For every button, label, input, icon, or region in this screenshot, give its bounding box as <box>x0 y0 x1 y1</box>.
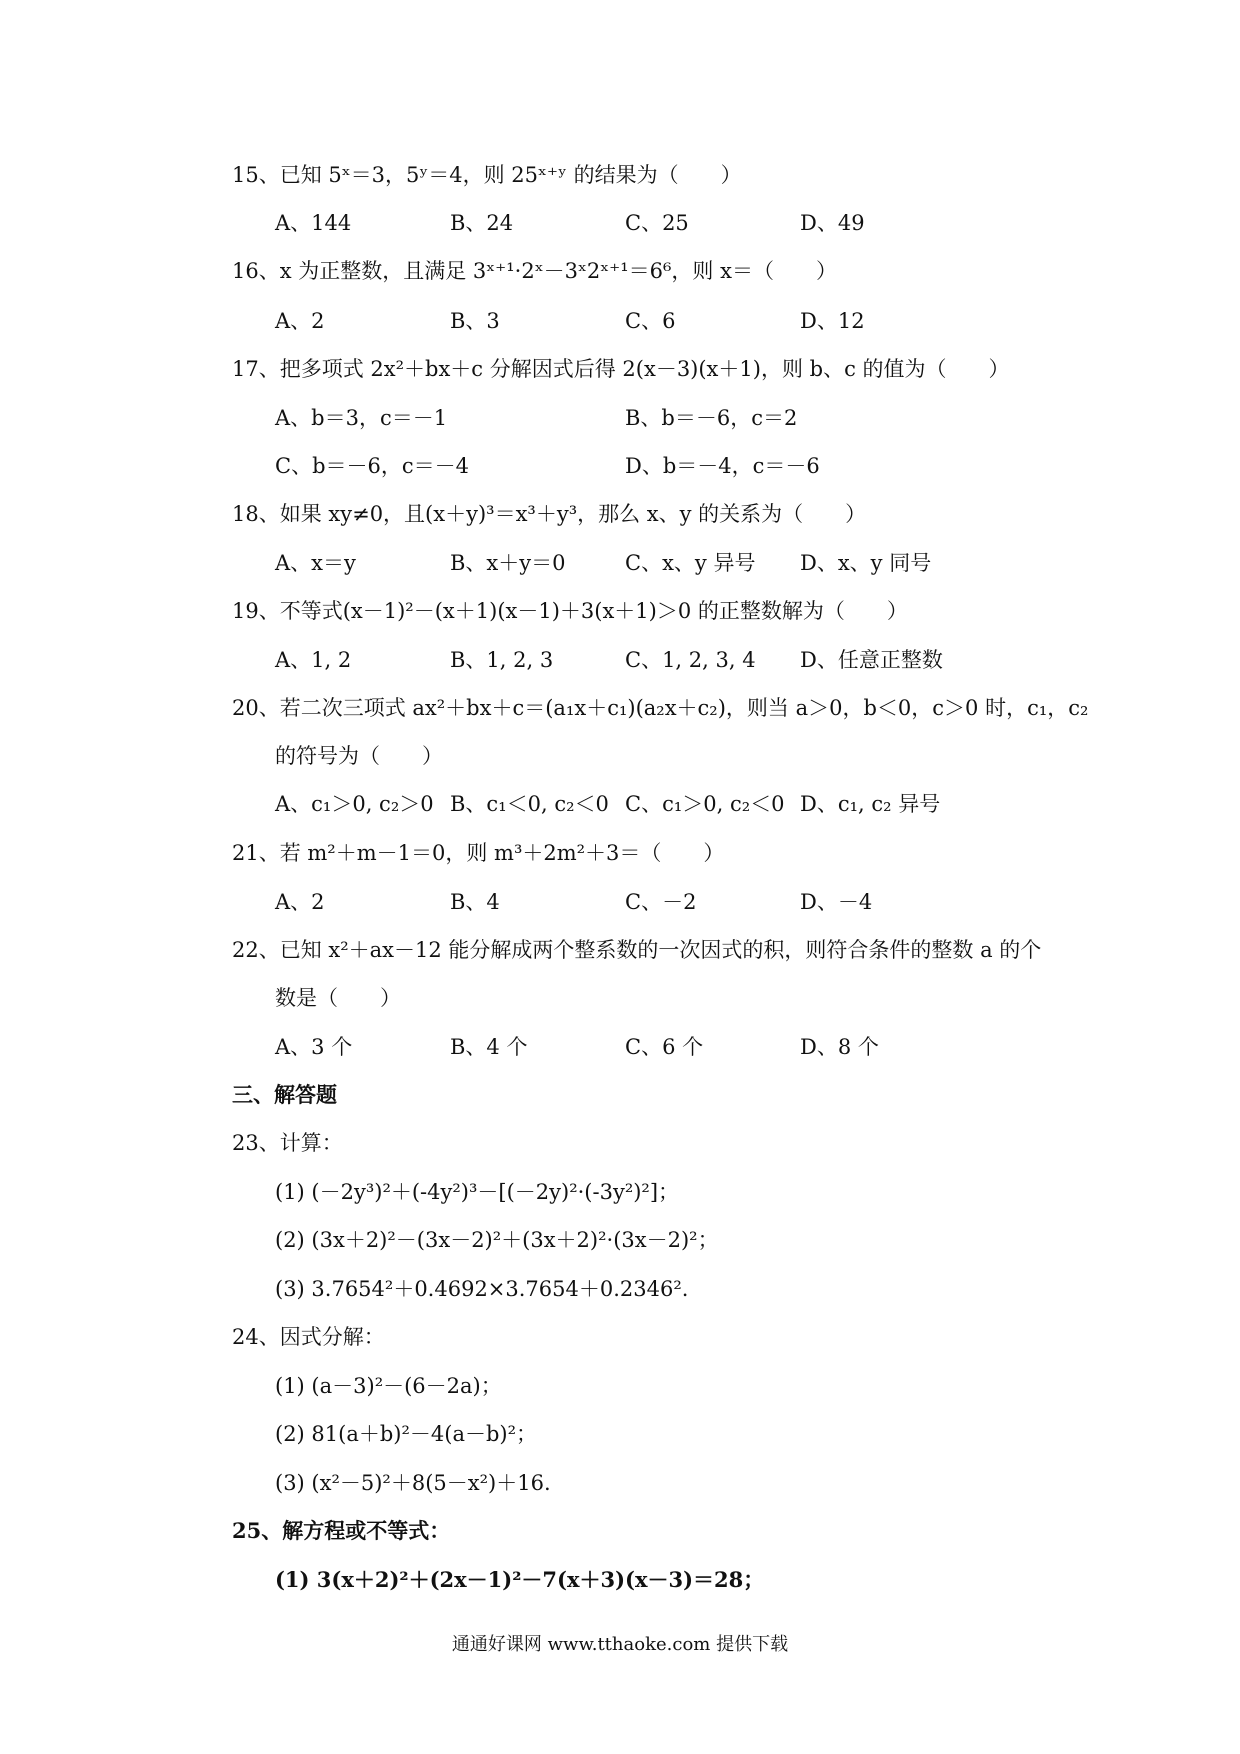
q20-option-c: C、c₁＞0, c₂＜0 <box>625 792 785 816</box>
q18-option-c: C、x、y 异号 <box>625 551 756 575</box>
question-22-stem-cont: 数是（ ） <box>275 986 401 1010</box>
q22-option-a: A、3 个 <box>275 1035 353 1059</box>
q20-option-a: A、c₁＞0, c₂＞0 <box>275 792 434 816</box>
q15-option-d: D、49 <box>800 211 865 235</box>
footer-text: 通通好课网 www.tthaoke.com 提供下载 <box>451 1634 789 1655</box>
q16-option-a: A、2 <box>275 309 325 333</box>
q23-item-1: (1) (－2y³)²＋(-4y²)³－[(－2y)²·(-3y²)²]； <box>275 1180 680 1204</box>
q20-option-d: D、c₁, c₂ 异号 <box>800 792 941 816</box>
q19-option-b: B、1, 2, 3 <box>450 648 554 672</box>
question-24-stem: 24、因式分解： <box>232 1325 385 1349</box>
q17-option-b: B、b＝－6，c＝2 <box>625 406 798 430</box>
q19-option-c: C、1, 2, 3, 4 <box>625 648 756 672</box>
q16-option-b: B、3 <box>450 309 500 333</box>
q23-item-2: (2) (3x＋2)²－(3x－2)²＋(3x＋2)²·(3x－2)²； <box>275 1228 719 1252</box>
question-22-stem: 22、已知 x²＋ax－12 能分解成两个整系数的一次因式的积，则符合条件的整数 a 的个 <box>232 938 1042 962</box>
question-17-stem: 17、把多项式 2x²＋bx＋c 分解因式后得 2(x－3)(x＋1)，则 b、c 的值为（ ） <box>232 357 1010 381</box>
q19-option-d: D、任意正整数 <box>800 648 943 672</box>
q16-option-d: D、12 <box>800 309 865 333</box>
q17-option-d: D、b＝－4，c＝－6 <box>625 454 820 478</box>
q19-option-a: A、1, 2 <box>275 648 352 672</box>
section-3-title: 三、解答题 <box>232 1082 337 1107</box>
q24-item-1: (1) (a－3)²－(6－2a)； <box>275 1374 502 1398</box>
q21-option-b: B、4 <box>450 890 500 914</box>
question-20-stem-cont: 的符号为（ ） <box>275 744 443 768</box>
question-23-stem: 23、计算： <box>232 1131 343 1155</box>
question-20-stem: 20、若二次三项式 ax²＋bx＋c＝(a₁x＋c₁)(a₂x＋c₂)，则当 a＞0，b＜0，c＞0 时，c₁，c₂ <box>232 696 1089 720</box>
q23-item-3: (3) 3.7654²＋0.4692×3.7654＋0.2346². <box>275 1277 689 1301</box>
question-19-stem: 19、不等式(x－1)²－(x＋1)(x－1)＋3(x＋1)＞0 的正整数解为（ ） <box>232 599 908 623</box>
q22-option-b: B、4 个 <box>450 1035 528 1059</box>
q21-option-d: D、－4 <box>800 890 873 914</box>
q25-item-1: (1) 3(x＋2)²＋(2x－1)²－7(x＋3)(x－3)＝28； <box>275 1567 765 1592</box>
q21-option-a: A、2 <box>275 890 325 914</box>
question-25-stem: 25、解方程或不等式： <box>232 1518 451 1543</box>
q18-option-d: D、x、y 同号 <box>800 551 932 575</box>
q22-option-c: C、6 个 <box>625 1035 704 1059</box>
q15-option-b: B、24 <box>450 211 514 235</box>
q16-option-c: C、6 <box>625 309 676 333</box>
q15-option-a: A、144 <box>275 211 352 235</box>
question-21-stem: 21、若 m²＋m－1＝0，则 m³＋2m²＋3＝（ ） <box>232 841 725 865</box>
question-15-stem: 15、已知 5ˣ＝3，5ʸ＝4，则 25ˣ⁺ʸ 的结果为（ ） <box>232 163 742 187</box>
q18-option-a: A、x＝y <box>275 551 356 575</box>
q17-option-c: C、b＝－6，c＝－4 <box>275 454 469 478</box>
question-18-stem: 18、如果 xy≠0，且(x＋y)³＝x³＋y³，那么 x、y 的关系为（ ） <box>232 502 867 526</box>
q18-option-b: B、x＋y＝0 <box>450 551 566 575</box>
q15-option-c: C、25 <box>625 211 689 235</box>
q24-item-3: (3) (x²－5)²＋8(5－x²)＋16. <box>275 1471 551 1495</box>
question-16-stem: 16、x 为正整数，且满足 3ˣ⁺¹·2ˣ－3ˣ2ˣ⁺¹＝6⁶，则 x＝（ ） <box>232 259 837 283</box>
q20-option-b: B、c₁＜0, c₂＜0 <box>450 792 609 816</box>
q24-item-2: (2) 81(a＋b)²－4(a－b)²； <box>275 1422 538 1446</box>
q21-option-c: C、－2 <box>625 890 697 914</box>
q17-option-a: A、b＝3，c＝－1 <box>275 406 448 430</box>
q22-option-d: D、8 个 <box>800 1035 879 1059</box>
